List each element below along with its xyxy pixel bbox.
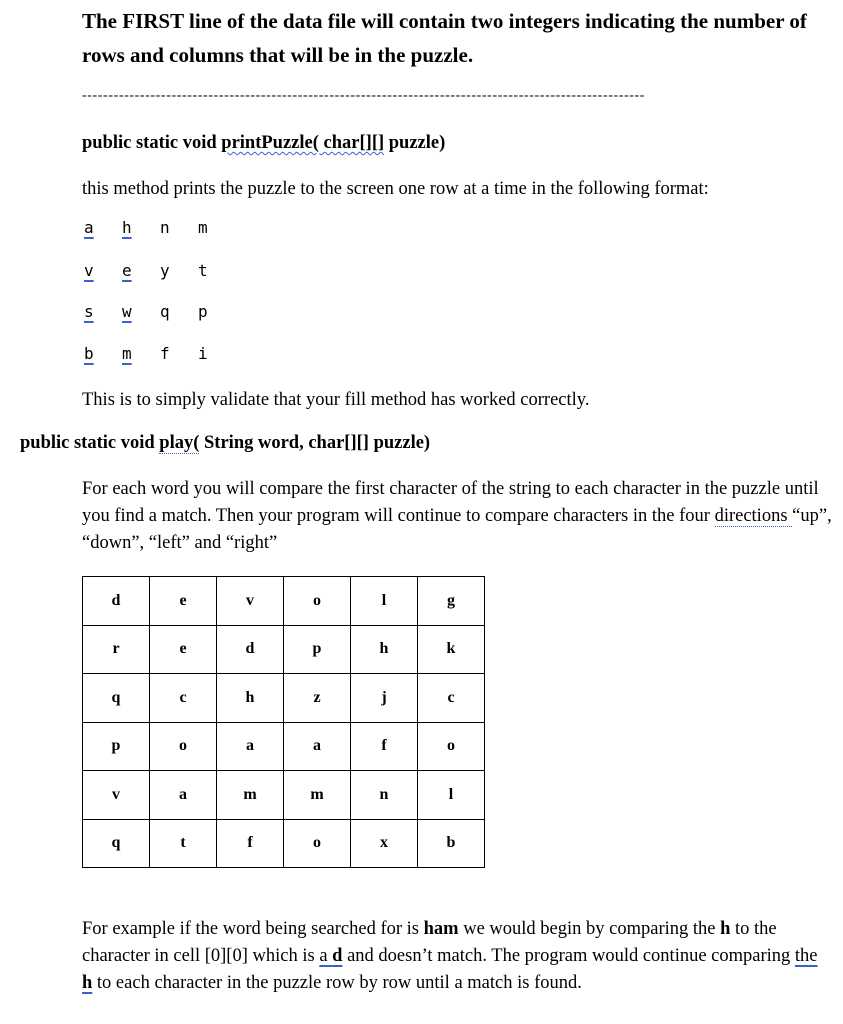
grid-cell: f [351,722,418,771]
grid-cell: h [351,625,418,674]
grid-cell: g [418,577,485,626]
grid-cell: v [83,771,150,820]
sample-letter: h [122,218,132,237]
sample-letter: a [84,218,94,237]
grid-row [83,625,485,674]
grid-cell: b [418,819,485,868]
grid-cell: c [150,674,217,723]
grid-cell: l [418,771,485,820]
grid-cell: k [418,625,485,674]
grid-cell: j [351,674,418,723]
print-method-description: this method prints the puzzle to the screen one row at a time in the following format: [82,179,709,199]
grid-cell: d [217,625,284,674]
description-text: For each word you will compare the first character of the string to each character in the puzzle until you find a match. Then your program will continue to compare characters in the four [82,479,819,526]
grid-cell: q [83,674,150,723]
grid-cell: e [150,577,217,626]
example-text: to each character in the puzzle row by row until a match is found. [92,973,582,993]
grid-cell: f [217,819,284,868]
grid-cell: x [351,819,418,868]
print-puzzle-signature [82,133,445,154]
grid-cell: m [217,771,284,820]
sample-letter: w [122,302,132,321]
grid-cell: o [150,722,217,771]
grid-cell: d [83,577,150,626]
play-description [82,476,834,557]
sample-output-row-4 [84,344,236,366]
grid-row [83,771,485,820]
grid-row [83,577,485,626]
sample-letter: s [84,302,94,321]
signature-prefix: public static void [20,433,160,453]
sample-letter: v [84,261,94,280]
example-text: the [794,946,818,966]
example-letter: d [332,946,343,966]
grid-cell: o [284,819,351,868]
sample-letter: p [198,302,208,321]
grid-cell: p [284,625,351,674]
description-text: “up”, “down”, “left” and “right” [82,506,832,553]
grid-cell: v [217,577,284,626]
sample-output-row-1 [84,218,236,240]
grid-row [83,722,485,771]
grid-row [83,674,485,723]
grid-cell: a [284,722,351,771]
grid-cell: a [217,722,284,771]
signature-method-name: play( [159,433,200,453]
example-text: and doesn’t match. The program would continue comparing [342,946,795,966]
example-text: to the character in cell [0][0] which is [82,919,777,966]
grid-cell: q [83,819,150,868]
example-text: a [319,946,333,966]
grid-cell: e [150,625,217,674]
sample-letter: q [160,302,170,321]
grid-cell: r [83,625,150,674]
sample-letter: f [160,344,170,363]
cell-value-ref [319,946,342,966]
play-signature [20,433,430,454]
sample-letter: m [198,218,208,237]
grid-cell: l [351,577,418,626]
example-letter: h [720,919,731,939]
divider-line: ----------------------------------------------------------------------------------------------------------- [82,88,646,103]
puzzle-grid [82,576,485,868]
grid-cell: n [351,771,418,820]
sample-letter: n [160,218,170,237]
grid-cell: z [284,674,351,723]
signature-method-name: printPuzzle( char[][] [221,133,385,153]
sample-output-row-3 [84,302,236,324]
grid-cell: c [418,674,485,723]
grid-row [83,819,485,868]
section-heading: The FIRST line of the data file will contain two integers indicating the number of rows and columns that will be in the puzzle. [82,9,807,67]
sample-letter: t [198,261,208,280]
grid-cell: t [150,819,217,868]
directions-word: directions [714,506,793,526]
example-text: we would begin by comparing the [458,919,721,939]
sample-letter: b [84,344,94,363]
sample-letter: e [122,261,132,280]
grid-cell: m [284,771,351,820]
signature-suffix: puzzle) [384,133,446,153]
signature-prefix: public static void [82,133,222,153]
example-word: ham [423,919,459,939]
grid-cell: o [418,722,485,771]
sample-letter: y [160,261,170,280]
grid-cell: a [150,771,217,820]
example-letter: h [82,973,93,993]
signature-suffix: String word, char[][] puzzle) [199,433,431,453]
grid-cell: o [284,577,351,626]
sample-letter: m [122,344,132,363]
sample-letter: i [198,344,208,363]
grid-cell: h [217,674,284,723]
example-text: For example if the word being searched for is [82,919,424,939]
validate-note: This is to simply validate that your fill method has worked correctly. [82,390,590,410]
grid-cell: p [83,722,150,771]
sample-output-row-2 [84,261,236,283]
example-paragraph [82,916,824,997]
